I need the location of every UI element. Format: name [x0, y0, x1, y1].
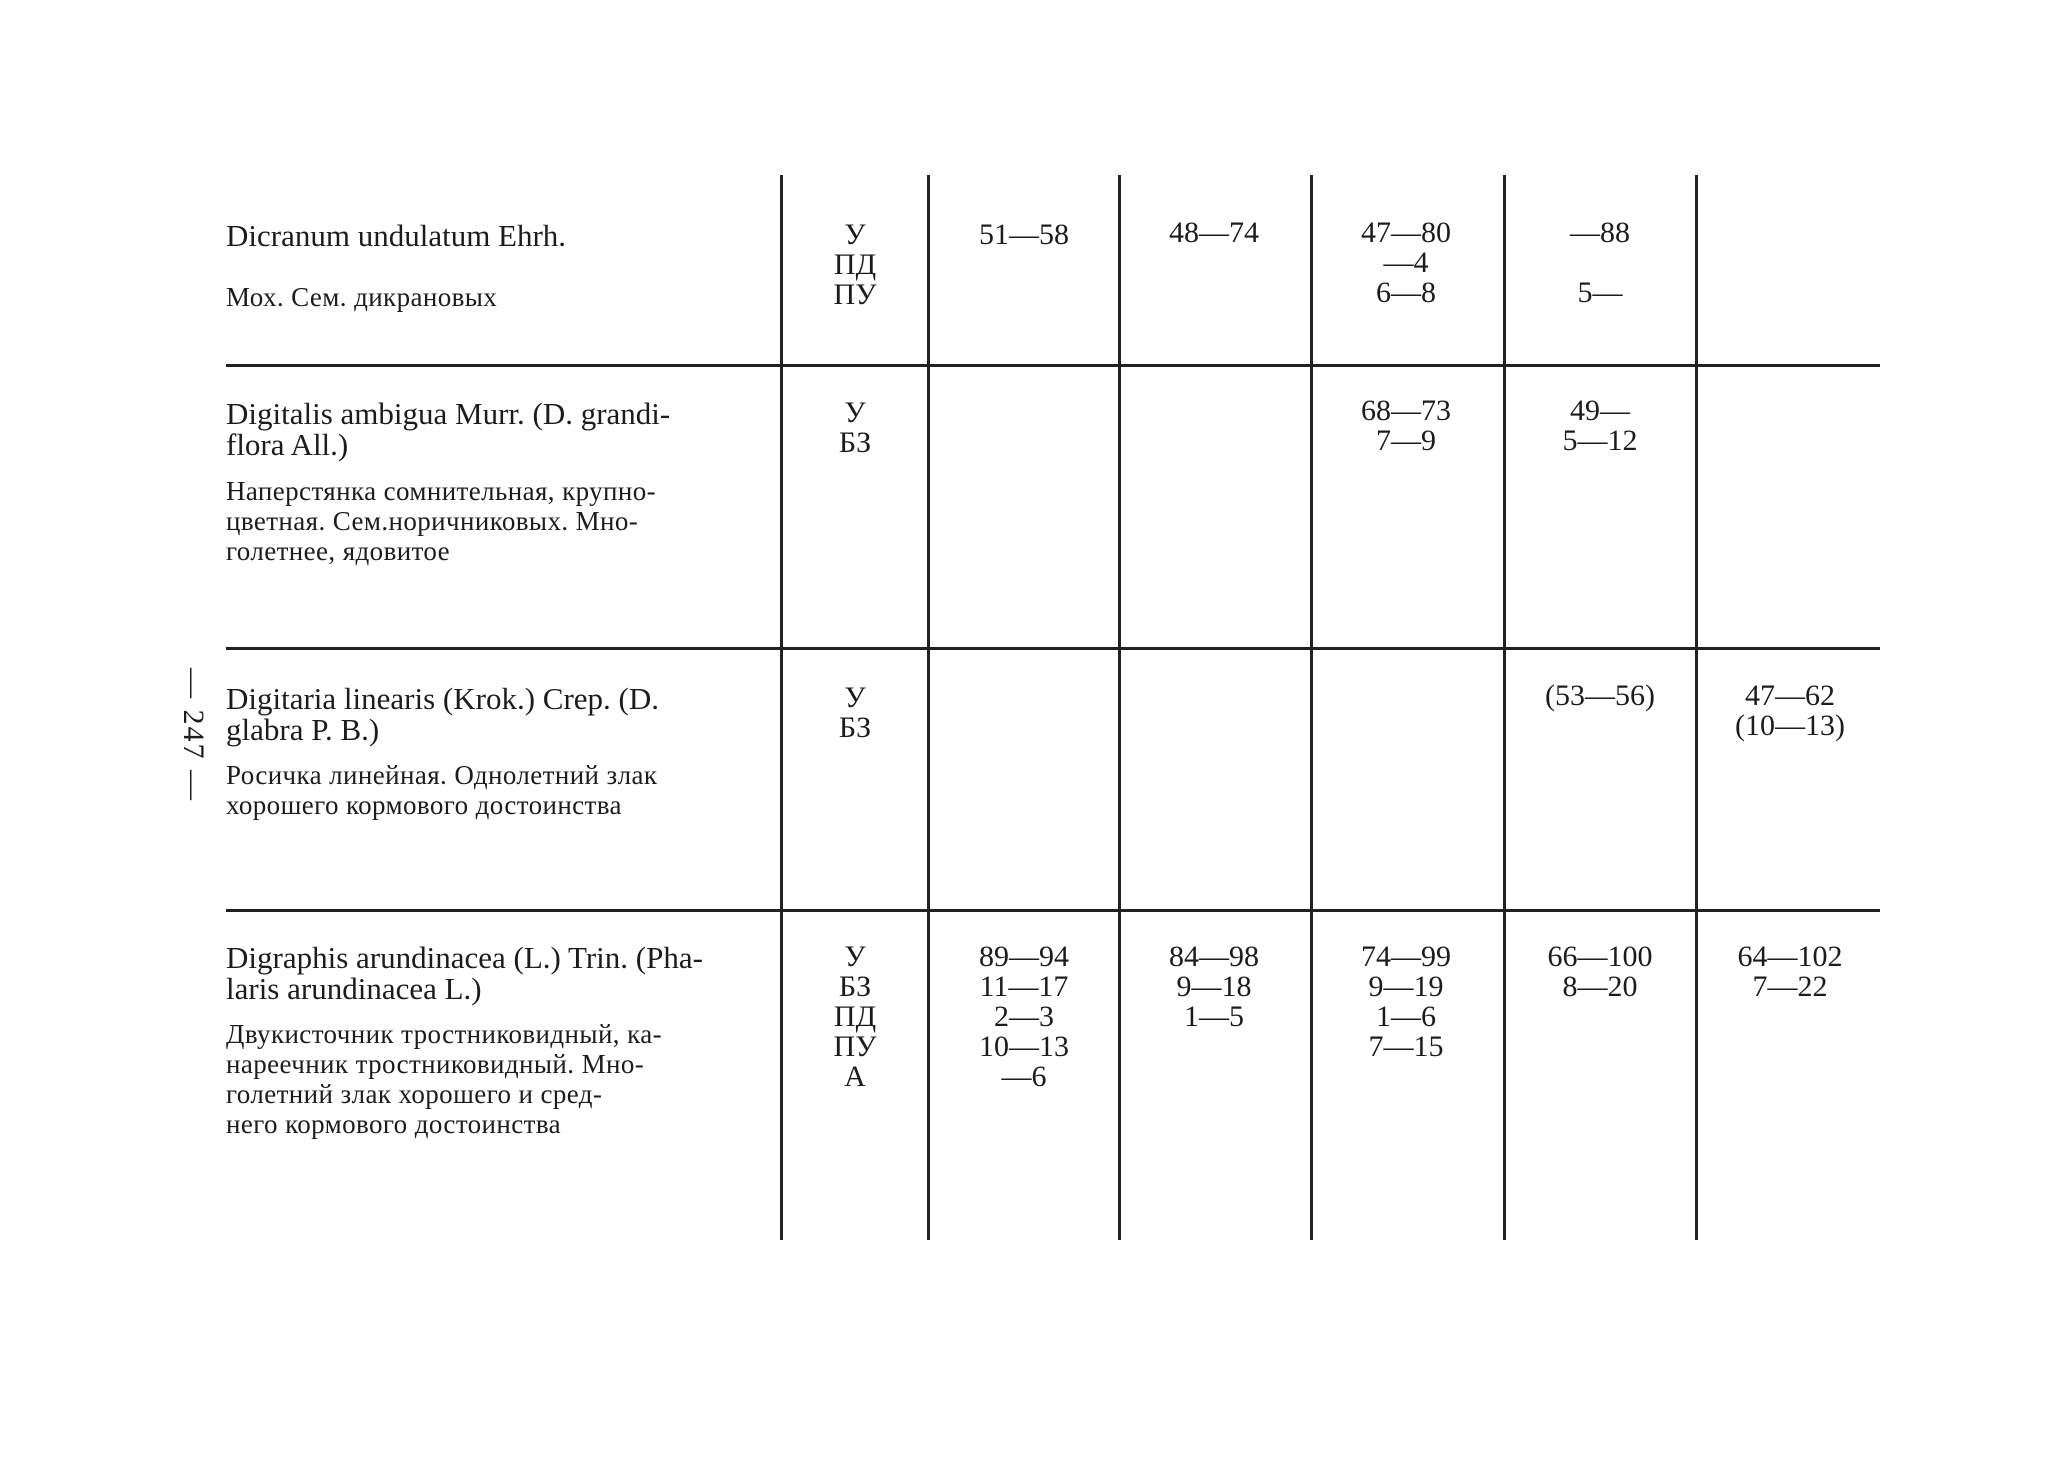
species-latin-name: Dicranum undulatum Ehrh.: [226, 218, 567, 253]
row-separator: [226, 647, 1880, 650]
habitat-codes: У БЗ: [838, 396, 872, 459]
value-cell: 48—74: [1169, 216, 1259, 249]
value-cell: —88 5—: [1570, 216, 1630, 309]
column-rule: [1118, 175, 1121, 1240]
species-russian-description: Двукисточник тростниковидный, ка- нареечник тростниковидный. Мно- голетний злак хорошего и сред- него кормового достоинства: [226, 1019, 662, 1139]
value-cell: 47—62 (10—13): [1735, 679, 1845, 742]
species-russian-description: Мох. Сем. дикрановых: [226, 282, 498, 312]
value-cell: 74—99 9—19 1—6 7—15: [1361, 940, 1451, 1063]
value-cell: (53—56): [1545, 679, 1655, 712]
value-cell: 89—94 11—17 2—3 10—13 —6: [979, 940, 1069, 1093]
value-cell: 49— 5—12: [1562, 394, 1638, 457]
value-cell: 84—98 9—18 1—5: [1169, 940, 1259, 1033]
value-cell: 64—102 7—22: [1737, 940, 1843, 1003]
species-latin-name: Digitaria linearis (Krok.) Crep. (D. glabra P. B.): [226, 681, 660, 747]
page-number: — 247 —: [177, 668, 210, 802]
species-russian-description: Росичка линейная. Однолетний злак хорошего кормового достоинства: [226, 760, 658, 820]
value-cell: 47—80 —4 6—8: [1361, 216, 1451, 309]
value-cell: 51—58: [979, 218, 1069, 251]
species-latin-name: Digitalis ambigua Murr. (D. grandi- flora All.): [226, 396, 671, 462]
species-russian-description: Наперстянка сомнительная, крупно- цветная. Сем.норичниковых. Мно- голетнее, ядовитое: [226, 476, 657, 566]
habitat-codes: У БЗ: [838, 681, 872, 744]
row-separator: [226, 364, 1880, 367]
value-cell: 68—73 7—9: [1361, 394, 1451, 457]
species-latin-name: Digraphis arundinacea (L.) Trin. (Pha- laris arundinacea L.): [226, 940, 703, 1006]
habitat-codes: У БЗ ПД ПУ А: [833, 940, 877, 1093]
value-cell: 66—100 8—20: [1547, 940, 1653, 1003]
habitat-codes: У ПД ПУ: [833, 218, 877, 311]
column-rule: [1310, 175, 1313, 1240]
row-separator: [226, 909, 1880, 912]
